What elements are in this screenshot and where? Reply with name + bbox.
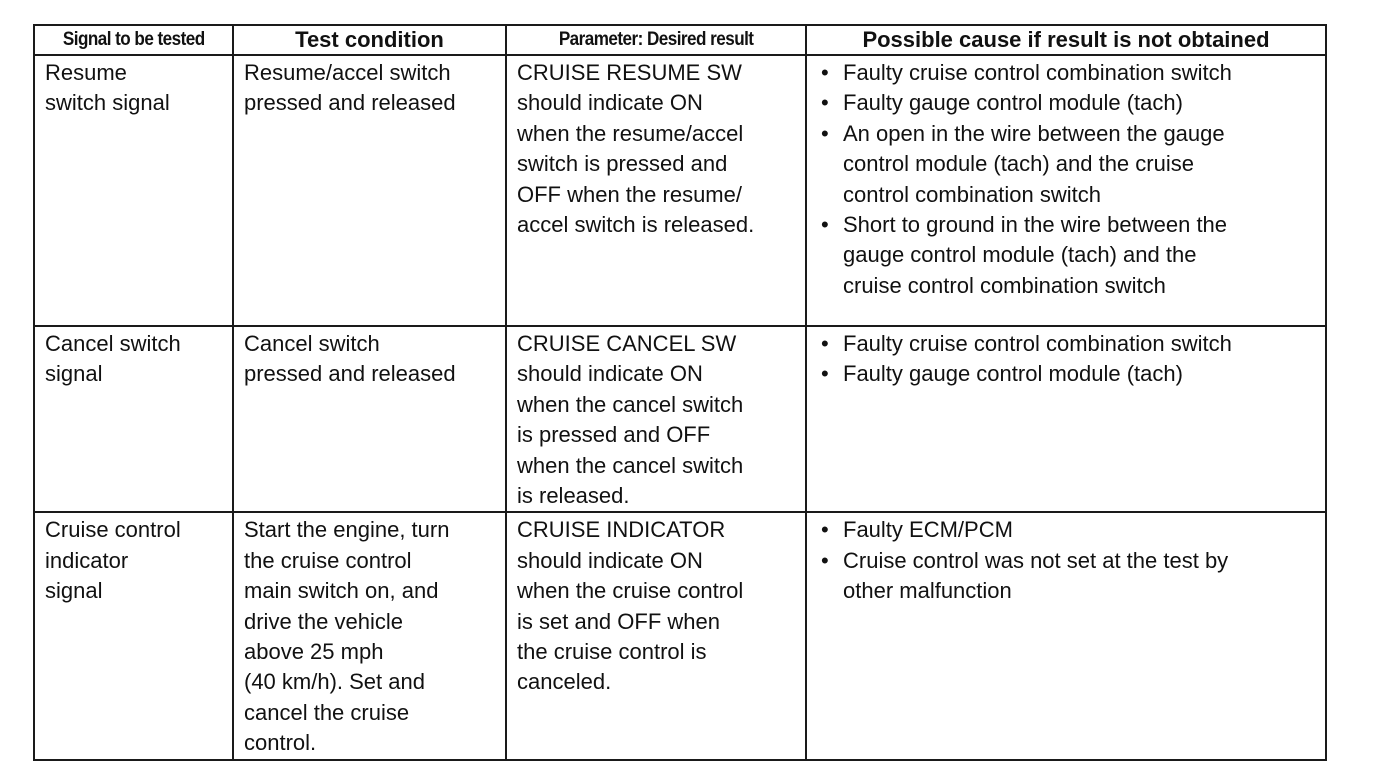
bullet-icon: • xyxy=(821,60,829,85)
cause-list xyxy=(817,58,1317,301)
bullet-icon: • xyxy=(821,547,829,573)
cause-list xyxy=(817,515,1317,606)
table-row xyxy=(34,326,1326,512)
cause-cell xyxy=(806,512,1326,759)
table-header-row xyxy=(34,25,1326,55)
result-cell: CRUISE RESUME SW should indicate ON when the resume/accel switch is pressed and OFF when the resume/ accel switch is released. xyxy=(506,55,806,326)
bullet-icon: • xyxy=(821,331,829,356)
bullet-icon: • xyxy=(821,361,829,387)
cause-item: • Faulty ECM/PCM xyxy=(817,515,1317,545)
cause-item: • Short to ground in the wire between the gauge control module (tach) and the cruise control combination switch xyxy=(821,212,1228,298)
header-signal: Signal to be tested xyxy=(34,25,233,55)
result-cell: CRUISE CANCEL SW should indicate ON when the cancel switch is pressed and OFF when the cancel switch is released. xyxy=(506,326,806,512)
result-cell: CRUISE INDICATOR should indicate ON when the cruise control is set and OFF when the cruise control is canceled. xyxy=(506,512,806,759)
bullet-icon: • xyxy=(821,517,829,543)
signal-cell: Cruise control indicator signal xyxy=(34,512,233,759)
cause-item: • Faulty cruise control combination switch xyxy=(817,329,1317,359)
bullet-icon: • xyxy=(821,212,829,238)
header-test-condition: Test condition xyxy=(233,25,506,55)
header-parameter: Parameter: Desired result xyxy=(506,25,806,55)
table-row xyxy=(34,55,1326,326)
diagnostic-table xyxy=(33,24,1327,761)
bullet-icon: • xyxy=(821,90,829,116)
cause-list xyxy=(817,329,1317,390)
table-row xyxy=(34,512,1326,759)
bullet-icon: • xyxy=(821,120,829,146)
condition-cell: Resume/accel switch pressed and released xyxy=(233,55,506,326)
signal-cell: Cancel switch signal xyxy=(34,326,233,512)
condition-cell: Start the engine, turn the cruise control main switch on, and drive the vehicle above 25 mph (40 km/h). Set and cancel the cruise control. xyxy=(233,512,506,759)
cause-item: • Faulty gauge control module (tach) xyxy=(817,359,1317,389)
cause-item: • An open in the wire between the gauge control module (tach) and the cruise control combination switch xyxy=(821,120,1225,207)
cause-item: • Faulty cruise control combination switch xyxy=(817,58,1317,88)
cause-item: • Faulty gauge control module (tach) xyxy=(817,88,1317,118)
cause-cell xyxy=(806,326,1326,512)
cause-item: • Cruise control was not set at the test by other malfunction xyxy=(821,547,1229,604)
signal-cell: Resume switch signal xyxy=(34,55,233,326)
condition-cell: Cancel switch pressed and released xyxy=(233,326,506,512)
header-possible-cause: Possible cause if result is not obtained xyxy=(806,25,1326,55)
cause-cell xyxy=(806,55,1326,326)
